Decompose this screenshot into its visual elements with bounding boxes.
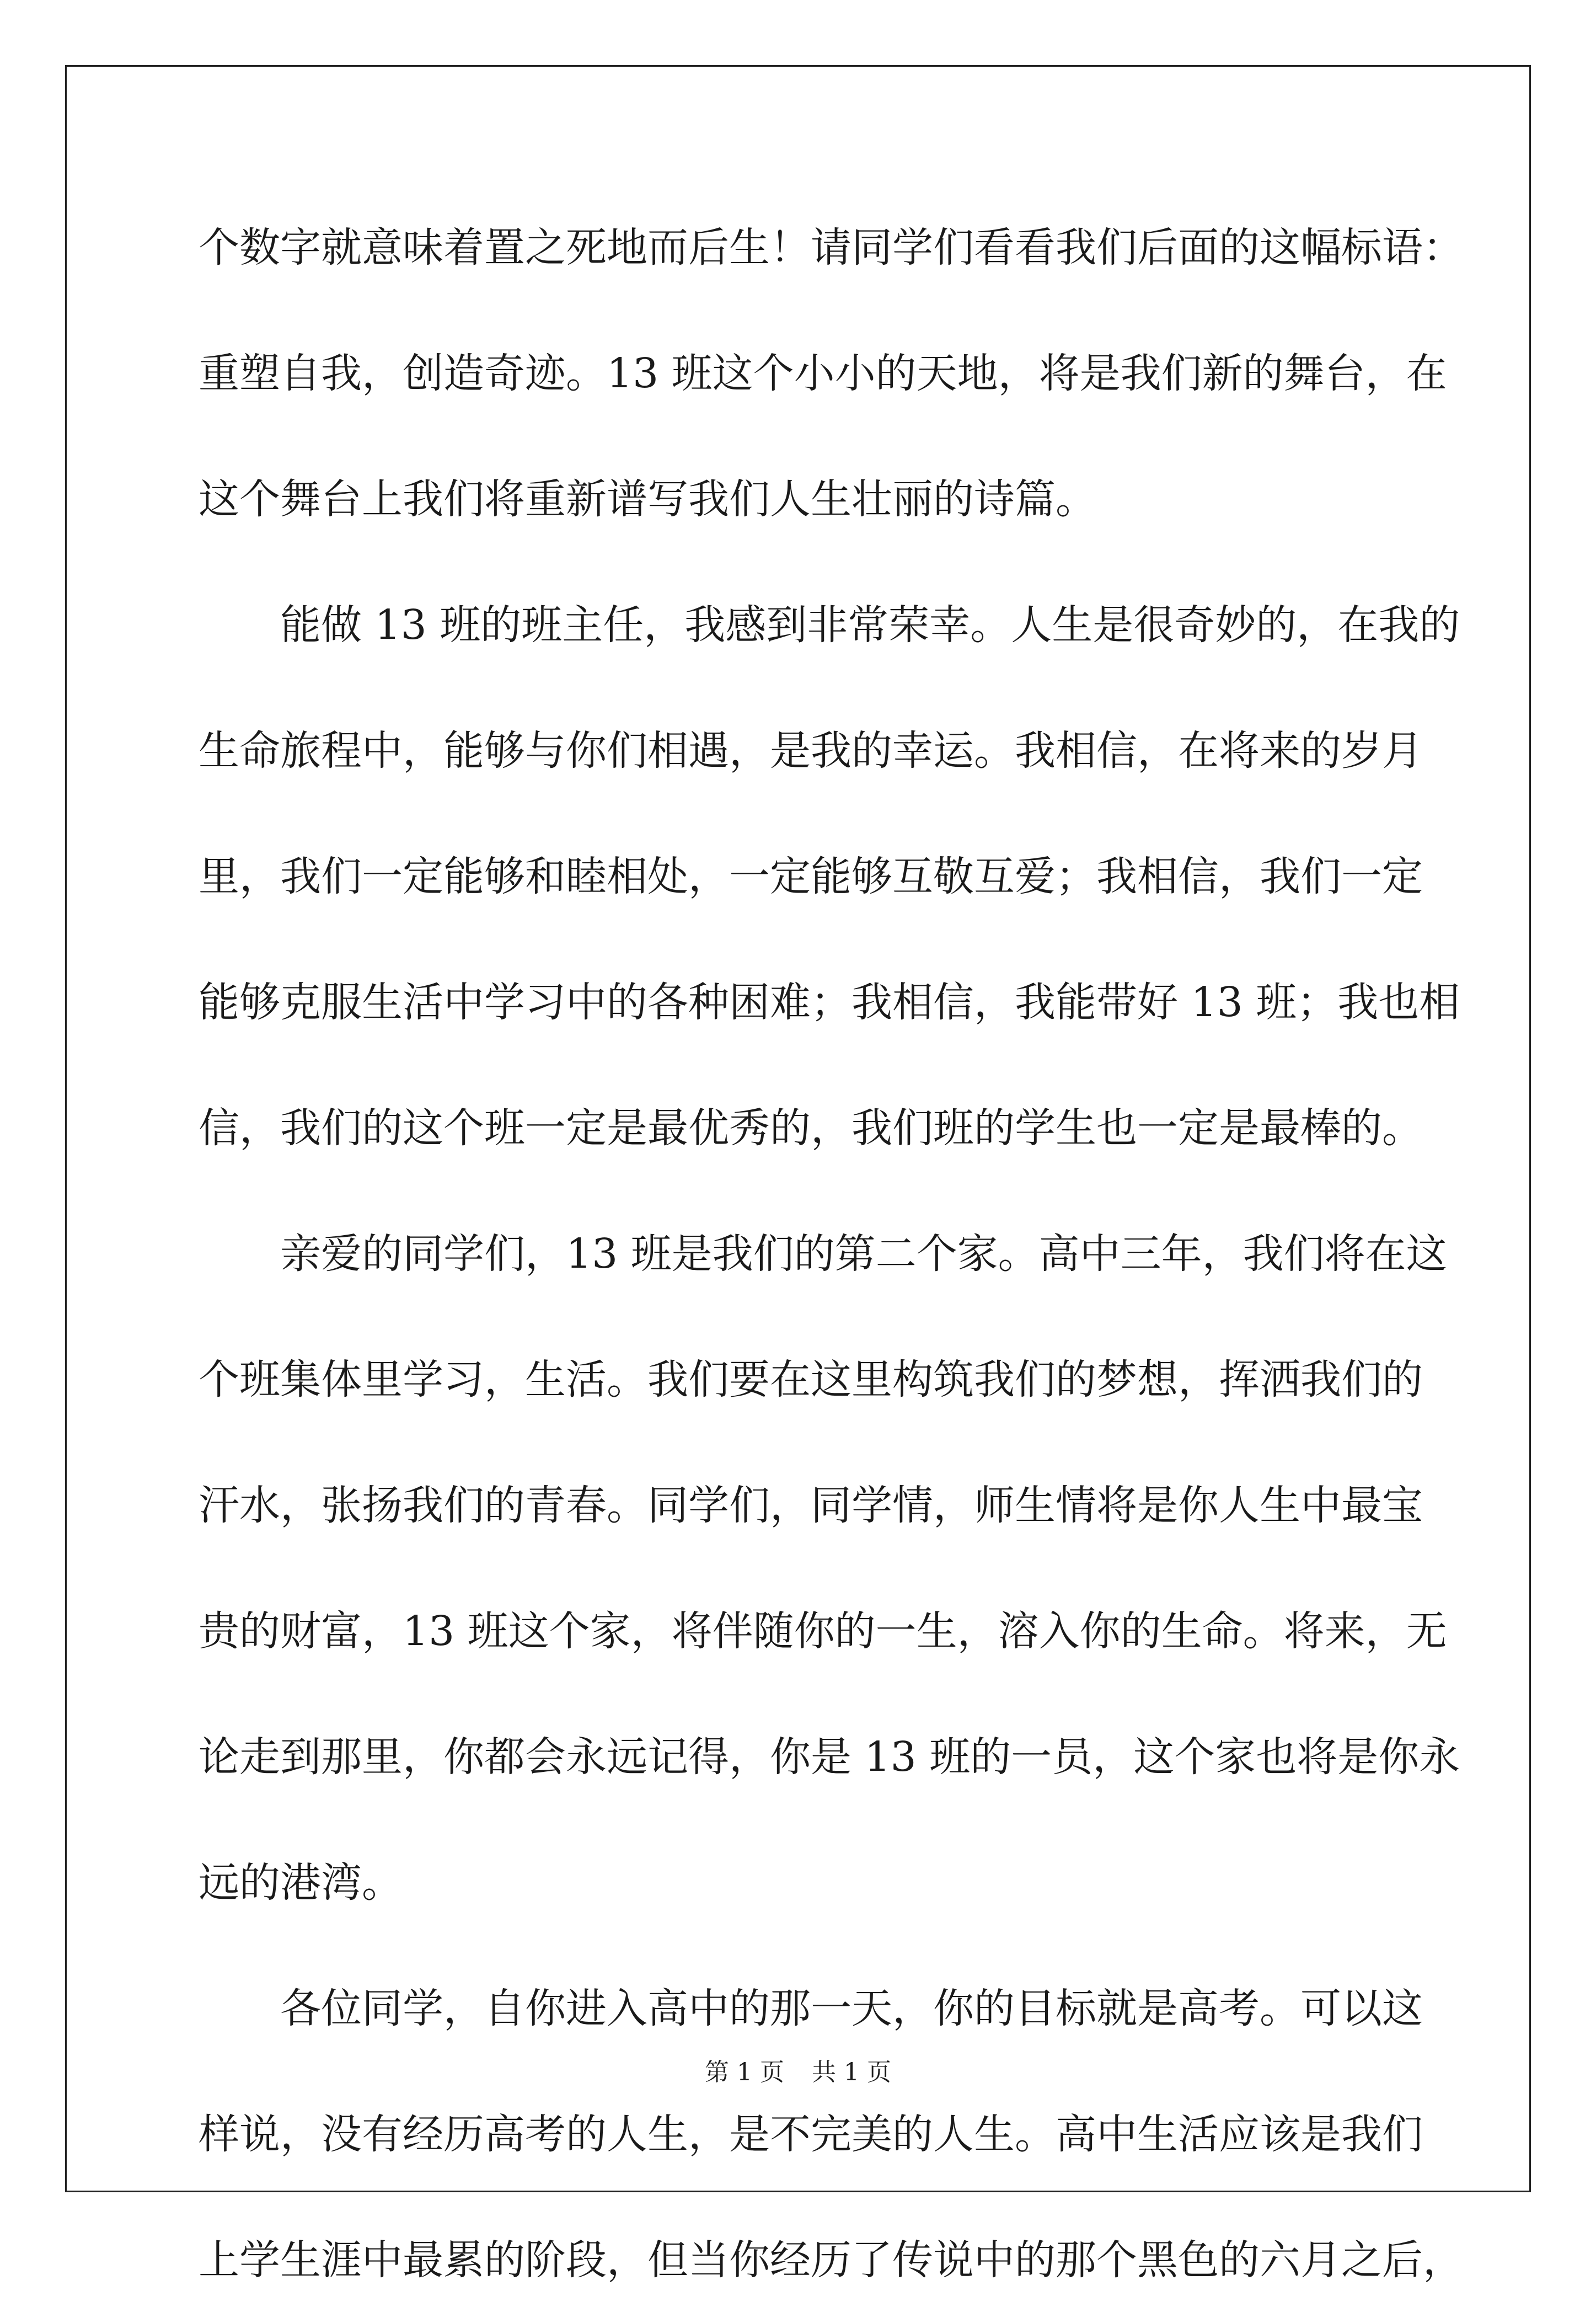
page-number: 第 1 页 <box>705 2058 784 2086</box>
text-line-10: 个班集体里学习，生活。我们要在这里构筑我们的梦想，挥洒我们的 <box>199 1356 1423 1403</box>
text-line-4: 能做 13 班的班主任，我感到非常荣幸。人生是很奇妙的，在我的 <box>280 601 1460 649</box>
text-line-14: 远的港湾。 <box>199 1859 403 1907</box>
text-line-5: 生命旅程中，能够与你们相遇，是我的幸运。我相信，在将来的岁月 <box>199 727 1423 775</box>
text-line-15: 各位同学，自你进入高中的那一天，你的目标就是高考。可以这 <box>280 1985 1423 2032</box>
text-line-9: 亲爱的同学们，13 班是我们的第二个家。高中三年，我们将在这 <box>280 1230 1447 1278</box>
document-body <box>199 185 1464 2323</box>
text-line-13: 论走到那里，你都会永远记得，你是 13 班的一员，这个家也将是你永 <box>199 1733 1460 1781</box>
text-line-17: 上学生涯中最累的阶段，但当你经历了传说中的那个黑色的六月之后， <box>199 2236 1464 2284</box>
text-line-1: 个数字就意味着置之死地而后生！请同学们看看我们后面的这幅标语： <box>199 224 1464 271</box>
text-line-11: 汗水，张扬我们的青春。同学们，同学情，师生情将是你人生中最宝 <box>199 1482 1423 1529</box>
text-line-2: 重塑自我，创造奇迹。13 班这个小小的天地，将是我们新的舞台，在 <box>199 350 1447 397</box>
page-total: 共 1 页 <box>812 2058 891 2086</box>
text-line-16: 样说，没有经历高考的人生，是不完美的人生。高中生活应该是我们 <box>199 2111 1423 2158</box>
text-line-6: 里，我们一定能够和睦相处，一定能够互敬互爱；我相信，我们一定 <box>199 853 1423 900</box>
text-line-3: 这个舞台上我们将重新谱写我们人生壮丽的诗篇。 <box>199 476 1096 523</box>
text-line-12: 贵的财富，13 班这个家，将伴随你的一生，溶入你的生命。将来，无 <box>199 1608 1447 1655</box>
text-line-7: 能够克服生活中学习中的各种困难；我相信，我能带好 13 班；我也相 <box>199 979 1460 1026</box>
text-line-8: 信，我们的这个班一定是最优秀的，我们班的学生也一定是最棒的。 <box>199 1104 1423 1152</box>
page-footer <box>0 2052 1596 2087</box>
